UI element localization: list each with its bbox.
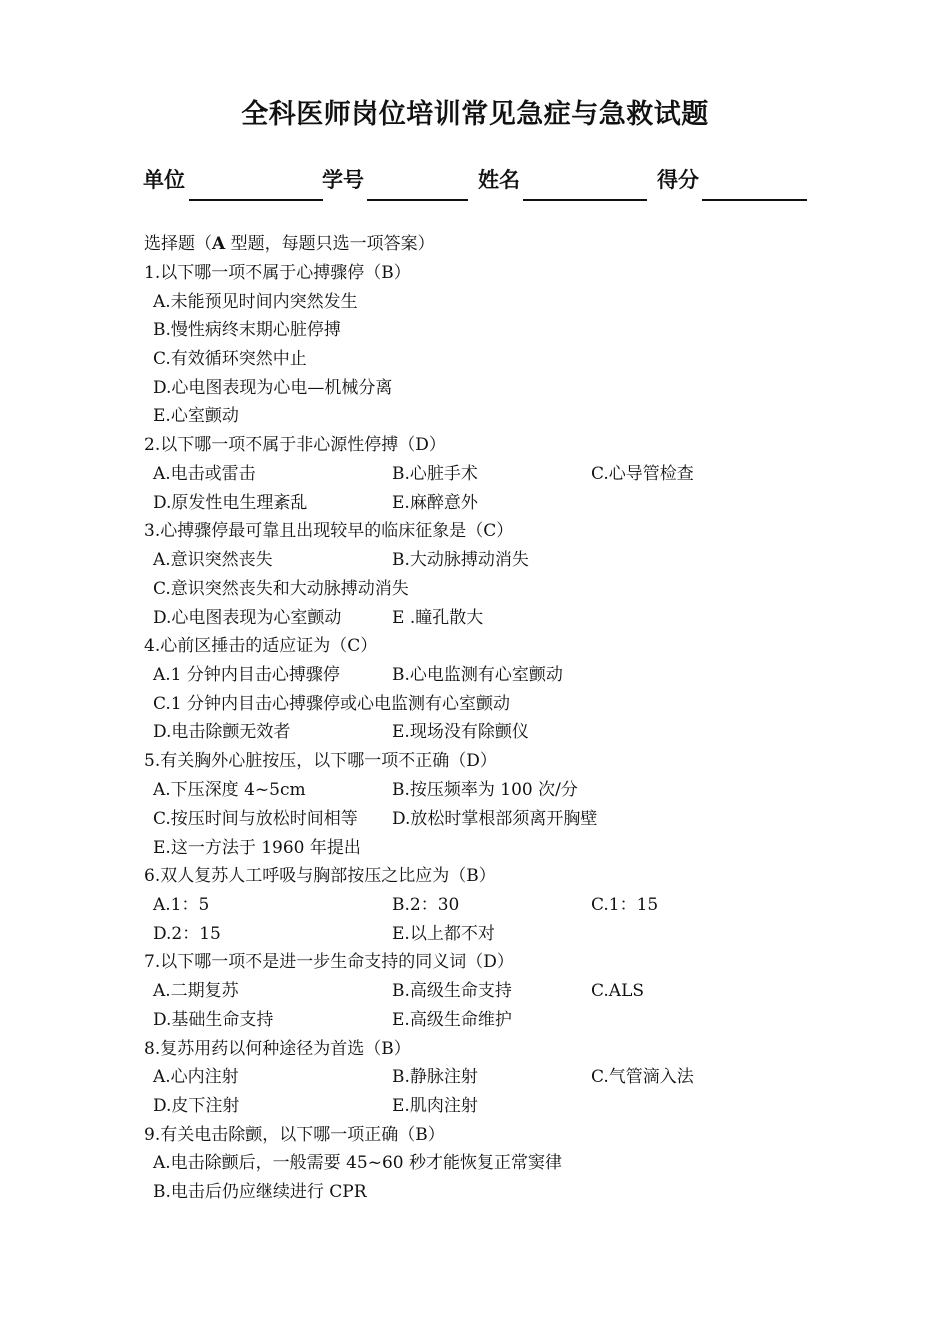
name-blank[interactable] <box>523 199 647 201</box>
option: B.电击后仍应继续进行 CPR <box>153 1182 367 1202</box>
student-no-blank[interactable] <box>367 199 468 201</box>
option: D.心电图表现为心电—机械分离 <box>153 378 393 398</box>
unit-label: 单位 <box>143 168 185 192</box>
option: D.基础生命支持 <box>153 1010 274 1030</box>
question-stem: 5.有关胸外心脏按压，以下哪一项不正确（D） <box>144 751 497 771</box>
question-stem: 2.以下哪一项不属于非心源性停搏（D） <box>144 435 446 455</box>
option: B.大动脉搏动消失 <box>392 550 529 570</box>
option: C.1 分钟内目击心搏骤停或心电监测有心室颤动 <box>153 694 511 714</box>
option: A.电击除颤后，一般需要 45~60 秒才能恢复正常窦律 <box>153 1153 562 1173</box>
option: E.麻醉意外 <box>392 493 478 513</box>
option: C.有效循环突然中止 <box>153 349 307 369</box>
score-blank[interactable] <box>702 199 807 201</box>
question-stem: 1.以下哪一项不属于心搏骤停（B） <box>144 263 411 283</box>
option: B.静脉注射 <box>392 1067 478 1087</box>
option: C.按压时间与放松时间相等 <box>153 809 358 829</box>
unit-blank[interactable] <box>189 199 323 201</box>
option: B.2：30 <box>392 895 460 915</box>
option: C.1：15 <box>591 895 659 915</box>
option: D.心电图表现为心室颤动 <box>153 608 342 628</box>
option: B.心脏手术 <box>392 464 478 484</box>
question-stem: 7.以下哪一项不是进一步生命支持的同义词（D） <box>144 952 514 972</box>
option: E .瞳孔散大 <box>392 608 484 628</box>
option: D.电击除颤无效者 <box>153 722 291 742</box>
option: A.二期复苏 <box>153 981 239 1001</box>
option: C.气管滴入法 <box>591 1067 694 1087</box>
option: A.意识突然丧失 <box>153 550 273 570</box>
option: E.高级生命维护 <box>392 1010 512 1030</box>
student-no-label: 学号 <box>322 168 364 192</box>
page-title: 全科医师岗位培训常见急症与急救试题 <box>241 99 709 130</box>
option: A.下压深度 4~5cm <box>153 780 306 800</box>
option: A.未能预见时间内突然发生 <box>153 292 358 312</box>
section-heading: 选择题（A 型题，每题只选一项答案） <box>144 234 435 254</box>
option: E.现场没有除颤仪 <box>392 722 529 742</box>
option: E.心室颤动 <box>153 406 239 426</box>
option: E.这一方法于 1960 年提出 <box>153 838 361 858</box>
question-stem: 6.双人复苏人工呼吸与胸部按压之比应为（B） <box>144 866 496 886</box>
name-label: 姓名 <box>478 168 520 192</box>
question-stem: 8.复苏用药以何种途径为首选（B） <box>144 1039 411 1059</box>
option: D.放松时掌根部须离开胸壁 <box>392 809 598 829</box>
option: C.意识突然丧失和大动脉搏动消失 <box>153 579 409 599</box>
question-stem: 9.有关电击除颤，以下哪一项正确（B） <box>144 1125 445 1145</box>
option: E.肌肉注射 <box>392 1096 478 1116</box>
option: D.原发性电生理紊乱 <box>153 493 308 513</box>
option: D.2：15 <box>153 924 221 944</box>
option: C.ALS <box>591 981 645 1001</box>
option: E.以上都不对 <box>392 924 495 944</box>
option: B.高级生命支持 <box>392 981 512 1001</box>
option: A.1：5 <box>153 895 210 915</box>
option: B.心电监测有心室颤动 <box>392 665 563 685</box>
option: C.心导管检查 <box>591 464 694 484</box>
question-stem: 3.心搏骤停最可靠且出现较早的临床征象是（C） <box>144 521 514 541</box>
score-label: 得分 <box>657 168 699 192</box>
option: A.电击或雷击 <box>153 464 256 484</box>
option: D.皮下注射 <box>153 1096 240 1116</box>
question-stem: 4.心前区捶击的适应证为（C） <box>144 636 378 656</box>
option: B.慢性病终末期心脏停搏 <box>153 320 341 340</box>
option: B.按压频率为 100 次/分 <box>392 780 578 800</box>
option: A.1 分钟内目击心搏骤停 <box>153 665 340 685</box>
option: A.心内注射 <box>153 1067 239 1087</box>
